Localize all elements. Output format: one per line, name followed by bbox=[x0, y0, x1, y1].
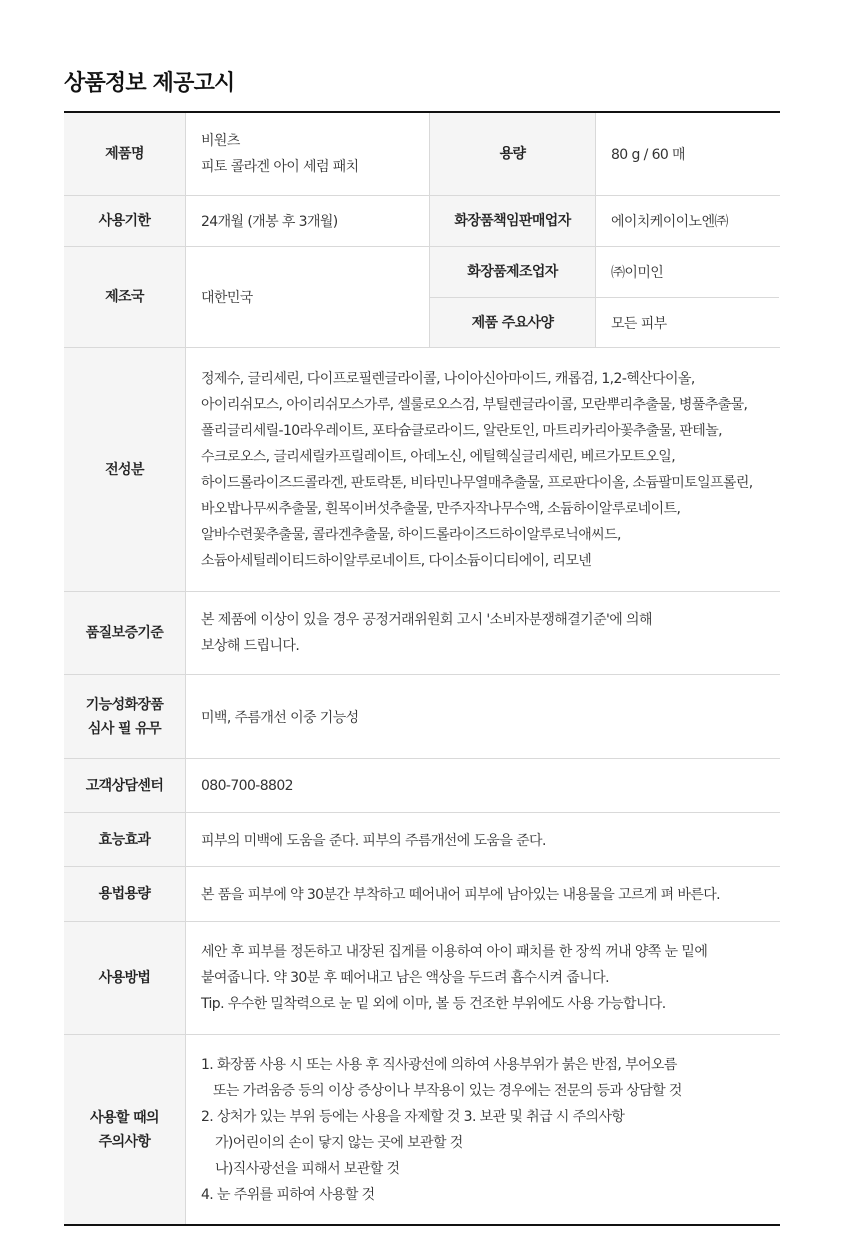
capacity-label: 용량 bbox=[429, 113, 596, 195]
how-to-use-line: Tip. 우수한 밀착력으로 눈 밑 외에 이마, 볼 등 건조한 부위에도 사용 가능합니다. bbox=[201, 996, 666, 1012]
ingredients-line: 폴리글리세릴-10라우레이트, 포타슘클로라이드, 알란토인, 마트리카리아꽃추출물, 판테놀, bbox=[201, 422, 722, 439]
ingredients-line: 아이리쉬모스, 아이리쉬모스가루, 셀룰로오스검, 부틸렌글라이콜, 모란뿌리추출물, 병풀추출물, bbox=[201, 396, 748, 413]
quality-label: 품질보증기준 bbox=[64, 592, 186, 674]
table-row bbox=[64, 759, 780, 813]
functional-label bbox=[64, 675, 186, 758]
product-name-value bbox=[186, 113, 429, 195]
caution-line: 2. 상처가 있는 부위 등에는 사용을 자제할 것 3. 보관 및 취급 시 주의사항 bbox=[201, 1108, 625, 1125]
service-label: 고객상담센터 bbox=[64, 759, 186, 812]
caution-label-line: 사용할 때의 bbox=[90, 1109, 159, 1126]
functional-value: 미백, 주름개선 이중 기능성 bbox=[201, 709, 359, 726]
spec-label: 제품 주요사양 bbox=[429, 298, 596, 347]
caution-line: 4. 눈 주위를 피하여 사용할 것 bbox=[201, 1186, 375, 1203]
ingredients-line: 수크로오스, 글리세릴카프릴레이트, 아데노신, 에틸헥실글리세린, 베르가모트오일, bbox=[201, 448, 676, 465]
table-row bbox=[64, 813, 780, 867]
caution-label bbox=[64, 1035, 186, 1224]
manufacturer-label: 화장품제조업자 bbox=[429, 247, 596, 297]
caution-line: 또는 가려움증 등의 이상 증상이나 부작용이 있는 경우에는 전문의 등과 상담할 것 bbox=[213, 1082, 682, 1099]
expiry-label: 사용기한 bbox=[64, 196, 186, 246]
how-to-use-value bbox=[186, 922, 780, 1034]
product-name-label: 제품명 bbox=[64, 113, 186, 195]
table-row bbox=[64, 922, 780, 1035]
seller-value: 에이치케이이노엔㈜ bbox=[611, 214, 728, 230]
caution-label-line: 주의사항 bbox=[98, 1133, 151, 1150]
caution-value bbox=[186, 1035, 780, 1224]
expiry-value: 24개월 (개봉 후 3개월) bbox=[201, 214, 338, 230]
quality-value bbox=[186, 592, 780, 674]
functional-label-line: 기능성화장품 bbox=[85, 696, 164, 713]
product-name-line: 피토 콜라겐 아이 세럼 패치 bbox=[201, 159, 359, 175]
table-row bbox=[64, 867, 780, 922]
how-to-use-label: 사용방법 bbox=[64, 922, 186, 1034]
ingredients-line: 바오밥나무씨추출물, 흰목이버섯추출물, 만주자작나무수액, 소듐하이알루로네이트, bbox=[201, 500, 681, 517]
spec-value: 모든 피부 bbox=[611, 315, 667, 332]
effect-label: 효능효과 bbox=[64, 813, 186, 866]
how-to-use-line: 세안 후 피부를 정돈하고 내장된 집게를 이용하여 아이 패치를 한 장씩 꺼내 양쪽 눈 밑에 bbox=[201, 944, 708, 960]
usage-amount-value: 본 품을 피부에 약 30분간 부착하고 떼어내어 피부에 남아있는 내용물을 고르게 펴 바른다. bbox=[201, 887, 721, 903]
table-row bbox=[64, 675, 780, 759]
country-value: 대한민국 bbox=[201, 290, 253, 306]
product-name-line: 비원츠 bbox=[201, 133, 240, 149]
country-label: 제조국 bbox=[64, 247, 186, 347]
table-row bbox=[64, 592, 780, 675]
seller-label: 화장품책임판매업자 bbox=[429, 196, 596, 246]
caution-line: 1. 화장품 사용 시 또는 사용 후 직사광선에 의하여 사용부위가 붉은 반점, 부어오름 bbox=[201, 1056, 677, 1073]
ingredients-line: 소듐아세틸레이티드하이알루로네이트, 다이소듐이디티에이, 리모넨 bbox=[201, 552, 592, 569]
manufacturer-spec-group bbox=[429, 247, 779, 347]
table-row bbox=[64, 348, 780, 592]
quality-line: 본 제품에 이상이 있을 경우 공정거래위원회 고시 '소비자분쟁해결기준'에 의해 bbox=[201, 612, 652, 628]
effect-value: 피부의 미백에 도움을 준다. 피부의 주름개선에 도움을 준다. bbox=[201, 832, 546, 849]
ingredients-line: 정제수, 글리세린, 다이프로필렌글라이콜, 나이아신아마이드, 캐롭검, 1,2-헥산다이올, bbox=[201, 370, 695, 387]
table-row bbox=[64, 1035, 780, 1224]
table-row bbox=[64, 196, 780, 247]
table-row bbox=[64, 113, 780, 196]
ingredients-value bbox=[186, 348, 780, 591]
spec-subrow bbox=[429, 297, 779, 347]
functional-label-line: 심사 필 유무 bbox=[87, 720, 162, 737]
caution-line: 가)어린이의 손이 닿지 않는 곳에 보관할 것 bbox=[215, 1134, 463, 1151]
manufacturer-subrow bbox=[429, 247, 779, 297]
table-row bbox=[64, 247, 780, 348]
capacity-value: 80 g / 60 매 bbox=[611, 147, 685, 163]
quality-line: 보상해 드립니다. bbox=[201, 638, 300, 654]
ingredients-line: 알바수련꽃추출물, 콜라겐추출물, 하이드롤라이즈드하이알루로닉애씨드, bbox=[201, 526, 621, 543]
service-value: 080-700-8802 bbox=[201, 777, 293, 794]
page-title: 상품정보 제공고시 bbox=[64, 71, 235, 96]
manufacturer-value: ㈜이미인 bbox=[611, 265, 664, 281]
how-to-use-line: 붙여줍니다. 약 30분 후 떼어내고 남은 액상을 두드려 흡수시켜 줍니다. bbox=[201, 970, 609, 986]
caution-line: 나)직사광선을 피해서 보관할 것 bbox=[215, 1160, 400, 1177]
ingredients-line: 하이드롤라이즈드콜라겐, 판토락톤, 비타민나무열매추출물, 프로판다이올, 소듐팔미토일프롤린, bbox=[201, 474, 753, 491]
ingredients-label: 전성분 bbox=[64, 348, 186, 591]
product-info-table bbox=[64, 111, 780, 1226]
usage-amount-label: 용법용량 bbox=[64, 867, 186, 921]
